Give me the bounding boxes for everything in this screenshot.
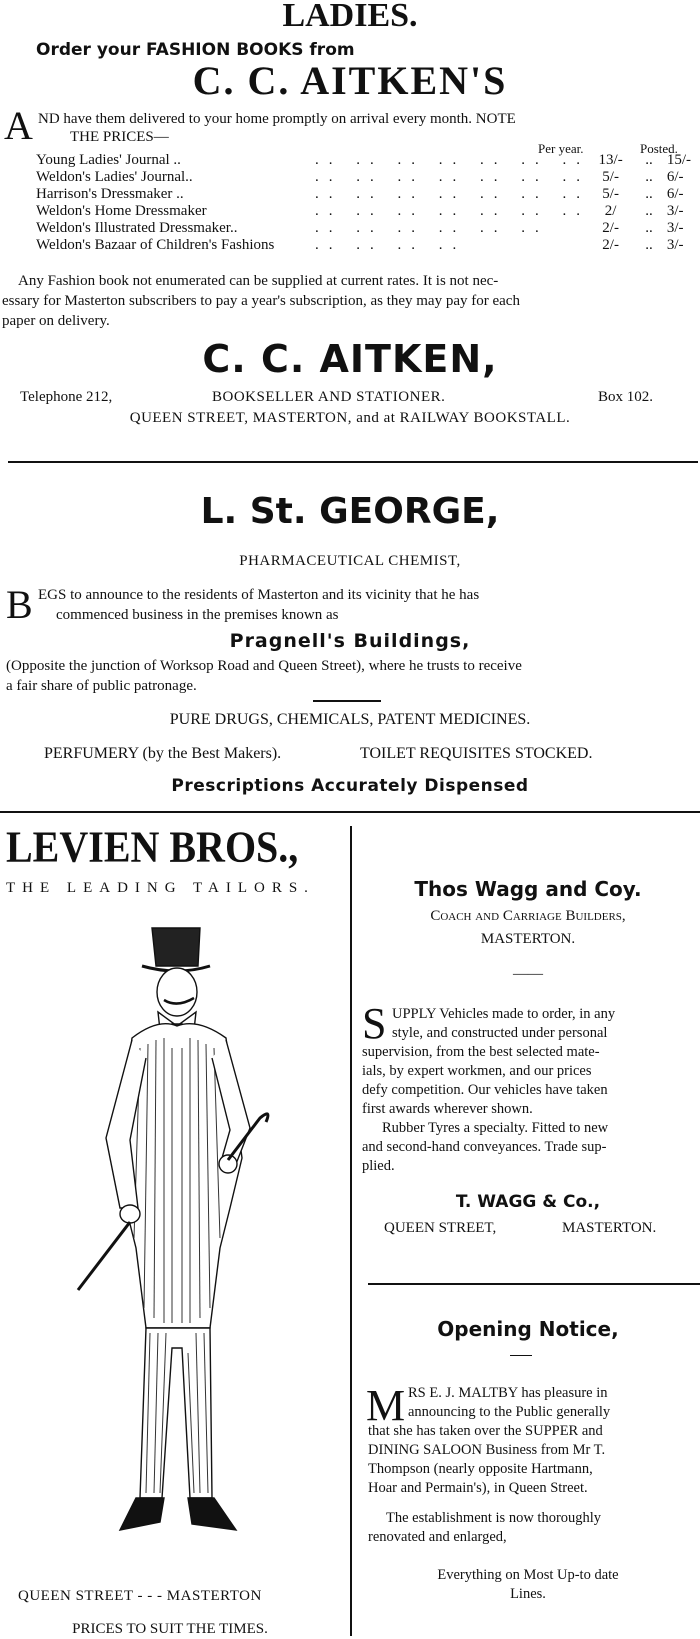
leader-dots: ..: [645, 203, 653, 219]
perfumery: PERFUMERY (by the Best Makers).: [44, 745, 282, 762]
wagg-para2-line: and second-hand conveyances. Trade sup-: [362, 1139, 607, 1155]
maltby-dropcap: M: [366, 1381, 406, 1430]
prescriptions: Prescriptions Accurately Dispensed: [171, 776, 529, 796]
per-year-price: 13/-: [598, 152, 623, 168]
firm-name: C. C. AITKEN'S: [192, 58, 508, 103]
wagg-para-line: defy competition. Our vehicles have taken: [362, 1082, 608, 1098]
wagg-dash: ——: [513, 966, 543, 982]
posted-price: 6/-: [666, 186, 684, 202]
posted-price: 15/-: [666, 152, 691, 168]
leader-dots: ..: [645, 169, 653, 185]
st-george-line-3: (Opposite the junction of Worksop Road and Queen Street), where he trusts to receive: [6, 658, 522, 674]
leader-dots: .. .. .. .. .. ..: [315, 220, 549, 236]
maltby-line: announcing to the Public generally: [408, 1404, 611, 1420]
wagg-para-line: style, and constructed under personal: [392, 1025, 608, 1041]
divider: [368, 1283, 700, 1285]
col-posted: Posted.: [640, 141, 678, 156]
col-per-year: Per year.: [538, 141, 584, 156]
wagg-dropcap: S: [362, 999, 387, 1048]
aitken-address: QUEEN STREET, MASTERTON, and at RAILWAY BOOKSTALL.: [129, 410, 571, 426]
maltby-line: Hoar and Permain's), in Queen Street.: [368, 1480, 588, 1496]
st-george-line-4: a fair share of public patronage.: [6, 678, 197, 694]
maltby-para2-line-1: The establishment is now thoroughly: [386, 1510, 602, 1526]
st-george-title: PHARMACEUTICAL CHEMIST,: [239, 553, 461, 569]
intro-dropcap: A: [4, 103, 33, 148]
posted-price: 3/-: [666, 220, 684, 236]
order-line: Order your FASHION BOOKS from: [36, 40, 355, 60]
levien-tagline: THE LEADING TAILORS.: [6, 880, 315, 896]
book-title: Harrison's Dressmaker ..: [36, 186, 184, 202]
note-line-2: essary for Masterton subscribers to pay a year's subscription, as they may pay for each: [2, 293, 520, 309]
book-title: Young Ladies' Journal ..: [36, 152, 181, 168]
leader-dots: ..: [645, 220, 653, 236]
telephone: Telephone 212,: [20, 389, 113, 405]
toilet-requisites: TOILET REQUISITES STOCKED.: [360, 745, 593, 762]
wagg-para-line: UPPLY Vehicles made to order, in any: [392, 1006, 616, 1022]
maltby-line: Thompson (nearly opposite Hartmann,: [368, 1461, 593, 1477]
pure-drugs: PURE DRUGS, CHEMICALS, PATENT MEDICINES.: [169, 711, 531, 728]
leader-dots: .. .. .. .. .. .. ..: [315, 203, 591, 219]
levien-street: QUEEN STREET - - - MASTERTON: [18, 1588, 262, 1604]
wagg-signature: T. WAGG & Co.,: [455, 1192, 601, 1212]
wagg-para2-line: plied.: [362, 1158, 395, 1174]
levien-name: LEVIEN BROS.,: [6, 822, 299, 872]
ladies-heading: LADIES.: [282, 0, 418, 34]
book-title: Weldon's Home Dressmaker: [36, 203, 207, 219]
trade: BOOKSELLER AND STATIONER.: [212, 389, 446, 405]
wagg-para2-line: Rubber Tyres a specialty. Fitted to new: [382, 1120, 609, 1136]
intro-line-1: ND have them delivered to your home promptly on arrival every month. NOTE: [38, 111, 516, 127]
wagg-para-line: supervision, from the best selected mate-: [362, 1044, 600, 1060]
leader-dots: .. .. .. .. .. .. ..: [315, 169, 591, 185]
maltby-closing-2: Lines.: [510, 1586, 546, 1602]
leader-dots: .. .. .. ..: [315, 237, 467, 253]
maltby-line: RS E. J. MALTBY has pleasure in: [408, 1385, 608, 1401]
opening-notice-heading: Opening Notice,: [437, 1317, 619, 1341]
box-number: Box 102.: [598, 389, 654, 405]
st-george-name: L. St. GEORGE,: [200, 491, 500, 532]
leader-dots: ..: [645, 237, 653, 253]
book-title: Weldon's Bazaar of Children's Fashions: [36, 237, 275, 253]
price-list: [36, 152, 691, 254]
price-row: [36, 220, 691, 237]
levien-prices: PRICES TO SUIT THE TIMES.: [72, 1621, 268, 1637]
wagg-street: QUEEN STREET,: [384, 1220, 497, 1236]
wagg-city: MASTERTON.: [562, 1220, 657, 1236]
price-row: [36, 169, 691, 186]
note-line-3: paper on delivery.: [2, 313, 110, 329]
st-george-dropcap: B: [6, 582, 33, 627]
wagg-name: Thos Wagg and Coy.: [414, 877, 642, 901]
short-rule: [510, 1355, 532, 1356]
per-year-price: 5/-: [602, 186, 619, 202]
wagg-para-line: first awards wherever shown.: [362, 1101, 533, 1117]
divider: [0, 811, 700, 813]
leader-dots: .. .. .. .. .. .. ..: [315, 152, 591, 168]
gentleman-illustration: [60, 908, 290, 1568]
per-year-price: 5/-: [602, 169, 619, 185]
note-line-1: Any Fashion book not enumerated can be supplied at current rates. It is not nec-: [18, 273, 499, 289]
maltby-para2-line-2: renovated and enlarged,: [368, 1529, 507, 1545]
wagg-para-line: ials, by expert workmen, and our prices: [362, 1063, 592, 1079]
maltby-line: DINING SALOON Business from Mr T.: [368, 1442, 606, 1458]
per-year-price: 2/-: [602, 237, 619, 253]
price-row: [36, 203, 691, 220]
posted-price: 3/-: [666, 237, 684, 253]
intro-line-2: THE PRICES—: [70, 129, 169, 145]
per-year-price: 2/: [604, 203, 617, 219]
short-rule: [313, 700, 381, 702]
wagg-trade: Coach and Carriage Builders,: [430, 908, 626, 924]
price-row: [36, 152, 691, 169]
st-george-line-1: EGS to announce to the residents of Masterton and its vicinity that he has: [38, 587, 480, 603]
posted-price: 6/-: [666, 169, 684, 185]
divider: [8, 461, 698, 463]
posted-price: 3/-: [666, 203, 684, 219]
leader-dots: ..: [645, 152, 653, 168]
wagg-town: MASTERTON.: [480, 931, 576, 947]
building-name: Pragnell's Buildings,: [229, 630, 471, 652]
maltby-closing-1: Everything on Most Up-to date: [437, 1567, 619, 1583]
maltby-line: that she has taken over the SUPPER and: [368, 1423, 603, 1439]
leader-dots: ..: [645, 186, 653, 202]
book-title: Weldon's Ladies' Journal..: [36, 169, 193, 185]
per-year-price: 2/-: [602, 220, 619, 236]
price-row: [36, 186, 691, 203]
price-row: [36, 237, 691, 254]
book-title: Weldon's Illustrated Dressmaker..: [36, 220, 238, 236]
st-george-line-2: commenced business in the premises known as: [56, 607, 339, 623]
column-divider: [350, 826, 352, 1636]
leader-dots: .. .. .. .. .. .. ..: [315, 186, 591, 202]
aitken-big-name: C. C. AITKEN,: [202, 337, 498, 381]
